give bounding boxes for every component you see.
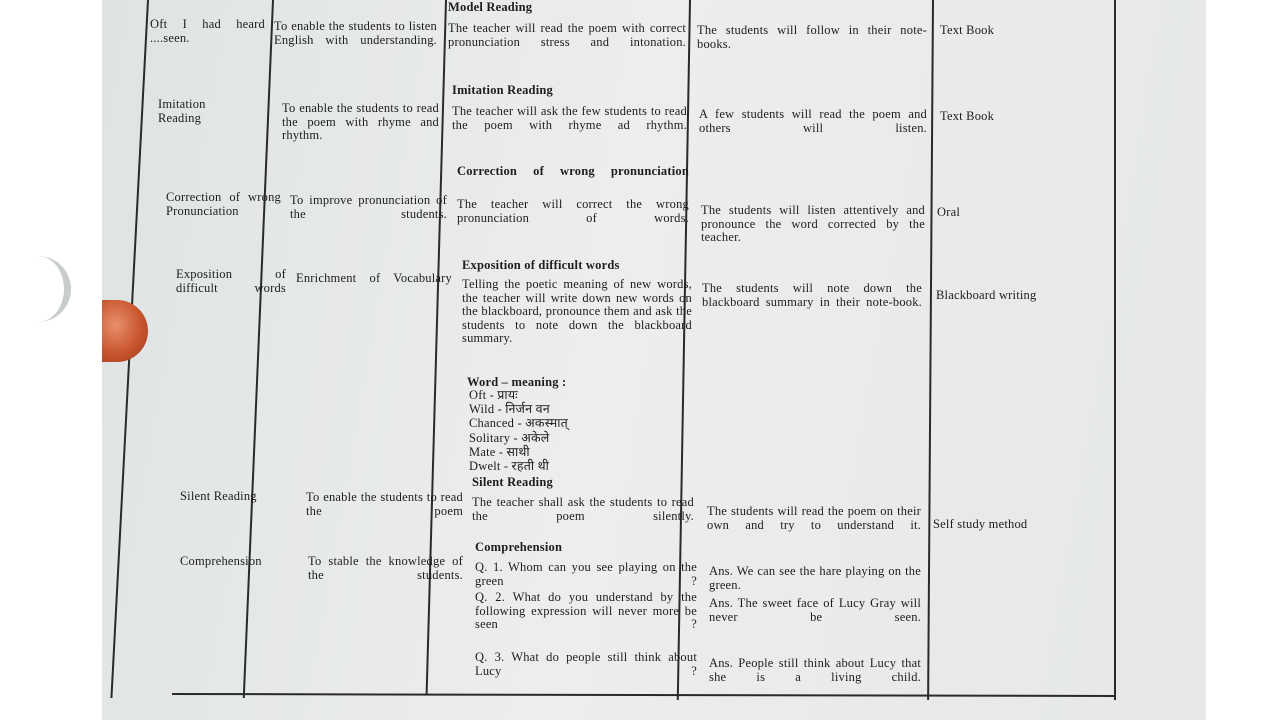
activity-text-2: The teacher will ask the few students to read the poem with rhyme ad rhythm. <box>452 104 687 132</box>
activity-text-3: The teacher will correct the wrong pronunciation of words. <box>457 197 689 225</box>
student-activity-3: The students will listen attentively and pronounce the word corrected by the teacher. <box>701 203 925 244</box>
teaching-aid-2: Text Book <box>940 109 995 123</box>
student-activity-4: The students will note down the blackboard summary in their note-book. <box>702 281 922 309</box>
topic-6: Comprehension <box>180 554 262 568</box>
student-activity-1: The students will follow in their note-books. <box>697 23 927 51</box>
word-meaning-heading: Word – meaning : <box>467 375 567 389</box>
student-activity-5: The students will read the poem on their own and try to understand it. <box>707 504 921 532</box>
topic-4: Exposition of difficult words <box>176 267 286 295</box>
activity-heading-3: Correction of wrong pronunciation <box>457 164 689 178</box>
comprehension-question-2: Q. 2. What do you understand by the following expression will never more be seen ? <box>475 590 697 631</box>
objective-2: To enable the students to read the poem with rhyme and rhythm. <box>282 101 439 142</box>
binder-edge <box>38 256 71 322</box>
topic-2: Imitation Reading <box>158 97 206 125</box>
word-meaning-item: Dwelt - रहती थी <box>469 459 550 474</box>
word-meaning-item: Mate - साथी <box>469 444 530 459</box>
topic-3: Correction of wrong Pronunciation <box>166 190 281 218</box>
table-border-bottom <box>172 693 1116 697</box>
comprehension-answer-2: Ans. The sweet face of Lucy Gray will never be seen. <box>709 596 921 624</box>
activity-heading-2: Imitation Reading <box>452 83 553 97</box>
objective-4: Enrichment of Vocabulary <box>296 271 452 285</box>
activity-heading-1: Model Reading <box>448 0 533 14</box>
comprehension-question-3: Q. 3. What do people still think about Lucy ? <box>475 650 697 678</box>
comprehension-question-1: Q. 1. Whom can you see playing on the green ? <box>475 560 697 588</box>
topic-1: Oft I had heard ....seen. <box>150 17 265 45</box>
teaching-aid-1: Text Book <box>940 23 995 37</box>
activity-heading-4: Exposition of difficult words <box>462 258 620 272</box>
teaching-aid-3: Oral <box>937 205 961 219</box>
activity-text-5: The teacher shall ask the students to read the poem silently. <box>472 495 694 523</box>
teaching-aid-4: Blackboard writing <box>936 288 1037 302</box>
word-meaning-item: Chanced - अकस्मात् <box>469 416 568 431</box>
activity-text-4: Telling the poetic meaning of new words, the teacher will write down new words on the blackboard, pronounce them and ask the students to note down the blackboard summary. <box>462 277 692 345</box>
column-divider-4 <box>927 0 934 700</box>
comprehension-answer-3: Ans. People still think about Lucy that she is a living child. <box>709 656 921 684</box>
word-meaning-item: Solitary - अकेले <box>469 430 550 445</box>
word-meaning-item: Wild - निर्जन वन <box>469 402 550 417</box>
word-meaning-item: Oft - प्रायः <box>469 388 518 402</box>
table-border-right <box>1114 0 1116 700</box>
activity-text-1: The teacher will read the poem with correct pronunciation stress and intonation. <box>448 21 686 49</box>
lesson-plan-page <box>102 0 1206 720</box>
student-activity-2: A few students will read the poem and others will listen. <box>699 107 927 135</box>
objective-6: To stable the knowledge of the students. <box>308 554 463 582</box>
topic-5: Silent Reading <box>180 489 257 503</box>
right-video-margin <box>1244 0 1280 720</box>
objective-3: To improve pronunciation of the students. <box>290 193 447 221</box>
left-video-margin <box>0 0 62 720</box>
objective-5: To enable the students to read the poem <box>306 490 463 518</box>
column-divider-1 <box>243 0 274 698</box>
activity-heading-6: Comprehension <box>475 540 563 554</box>
teaching-aid-5: Self study method <box>933 517 1028 531</box>
comprehension-answer-1: Ans. We can see the hare playing on the green. <box>709 564 921 592</box>
activity-heading-5: Silent Reading <box>472 475 553 489</box>
objective-1: To enable the students to listen English with understanding. <box>274 19 437 47</box>
word-meaning-list <box>469 388 669 473</box>
